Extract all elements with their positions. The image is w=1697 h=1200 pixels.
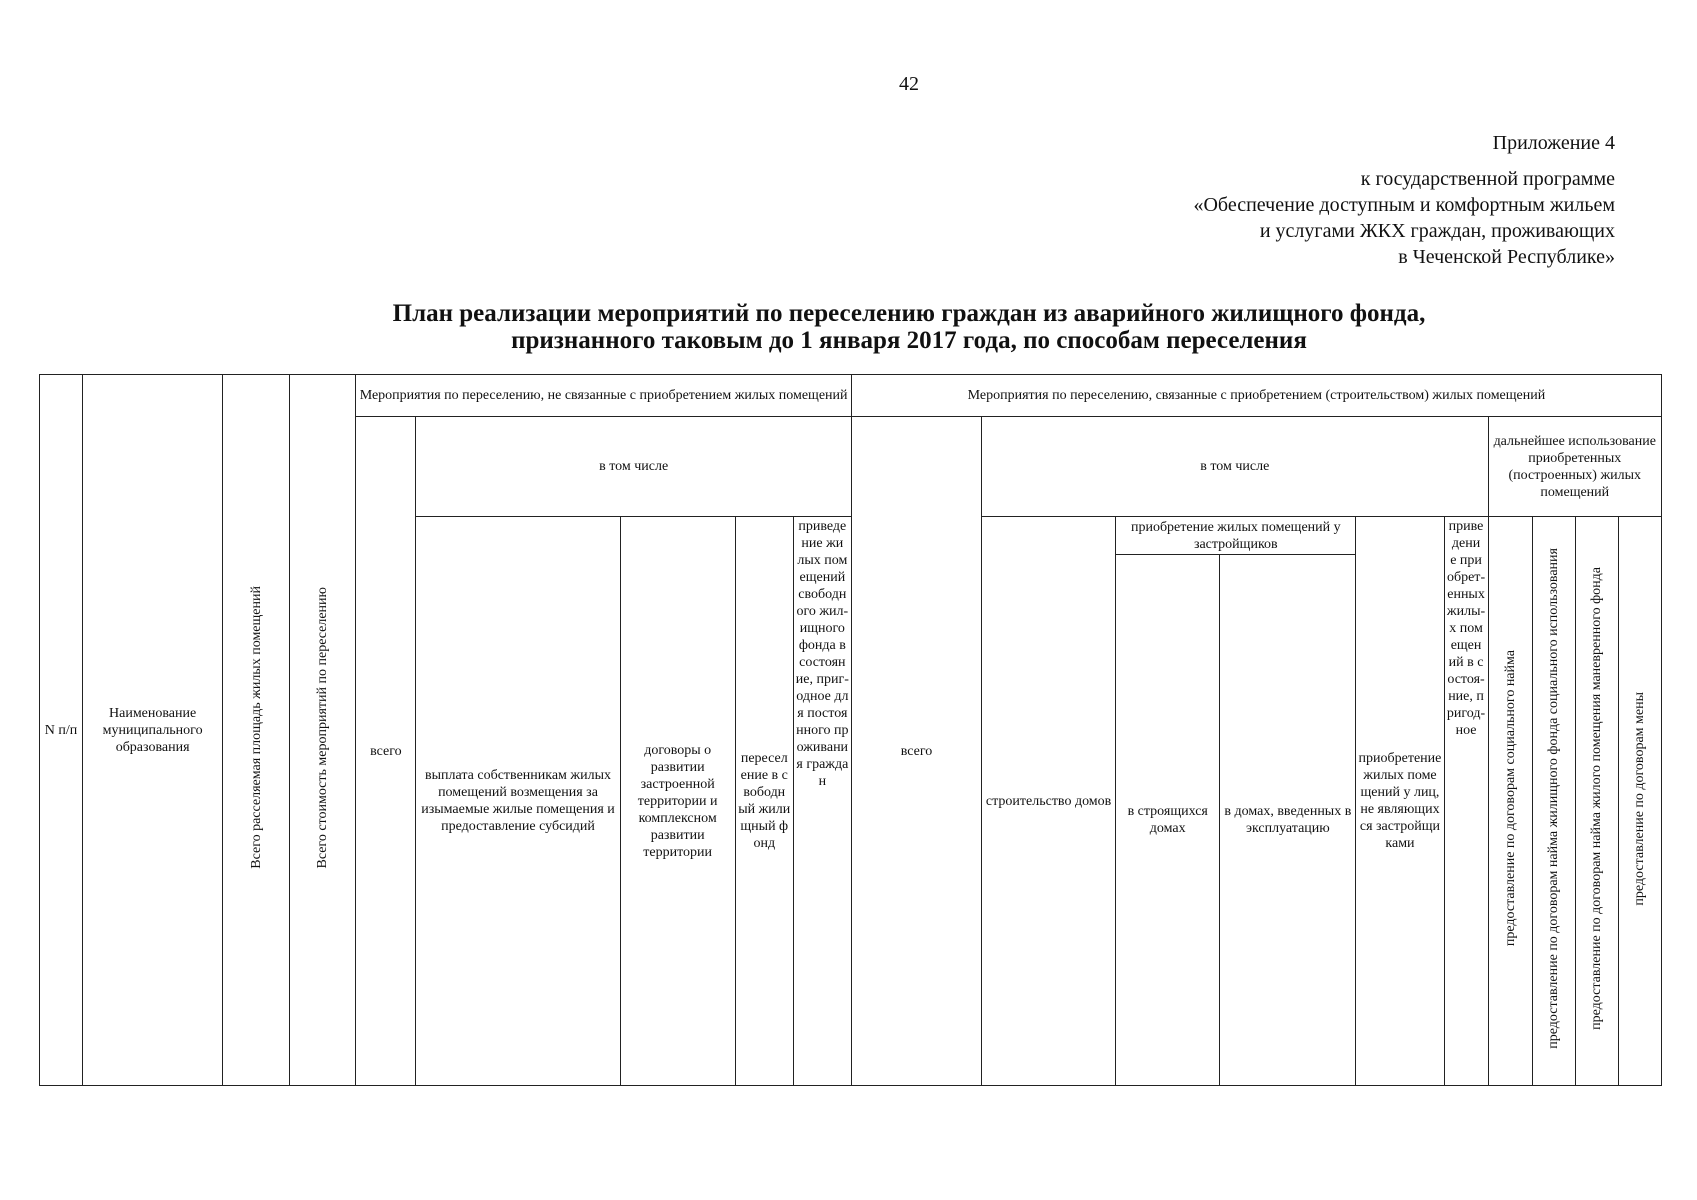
in-building-header: в строящихся домах [1116, 555, 1220, 1086]
maneuver-rent-header: предоставление по договорам найма жилого помещения маневренного фонда [1575, 517, 1618, 1086]
col-total-cost-header: Всего стоимость мероприятий по переселению [290, 375, 356, 1086]
col-municipality-header: Наименование муниципального образования [83, 375, 223, 1086]
payment-header: выплата собственникам жилых помещений возмещения за изымаемые жилые помещения и предоставление субсидий [416, 517, 620, 1086]
appendix-line: и услугами ЖКХ граждан, проживающих [1259, 220, 1615, 242]
document-title [0, 300, 1697, 354]
total-2-header: всего [851, 417, 981, 1086]
group-not-acquisition-header: Мероприятия по переселению, не связанные с приобретением жилых помещений [356, 375, 852, 417]
col-number-header: N п/п [40, 375, 83, 1086]
exchange-header: предоставление по договорам мены [1618, 517, 1661, 1086]
title-line-1: План реализации мероприятий по переселению граждан из аварийного жилищного фонда, [392, 300, 1426, 327]
total-1-header: всего [356, 417, 416, 1086]
appendix-reference [1193, 166, 1615, 270]
in-operation-header: в домах, введенных в эксплуатацию [1220, 555, 1356, 1086]
free-fund-header: переселение в свободный жилищный фонд [735, 517, 793, 1086]
bringing-acquired-header: приведение приобретенных жилых помещений в состояние, пригодное [1444, 517, 1488, 1086]
title-line-2: признанного таковым до 1 января 2017 года, по способам переселения [511, 327, 1307, 354]
including-1-header: в том числе [416, 417, 852, 517]
page-number: 42 [899, 73, 919, 95]
social-rent-header: предоставление по договорам социального найма [1488, 517, 1532, 1086]
construction-header: строительство домов [982, 517, 1116, 1086]
contracts-header: договоры о развитии застроенной территории и комплексном развитии территории [620, 517, 735, 1086]
resettlement-plan-table [39, 374, 1662, 1086]
further-use-header: дальнейшее использование приобретенных (построенных) жилых помещений [1488, 417, 1661, 517]
appendix-line: в Чеченской Республике» [1398, 246, 1615, 268]
from-developers-header: приобретение жилых помещений у застройщиков [1116, 517, 1356, 555]
social-use-rent-header: предоставление по договорам найма жилищного фонда социального использования [1532, 517, 1575, 1086]
from-non-developers-header: приобретение жилых помещений у лиц, не являющихся застройщиками [1356, 517, 1444, 1086]
appendix-line: «Обеспечение доступным и комфортным жильем [1193, 194, 1615, 216]
appendix-title: Приложение 4 [1492, 132, 1615, 154]
including-2-header: в том числе [982, 417, 1489, 517]
group-acquisition-header: Мероприятия по переселению, связанные с приобретением (строительством) жилых помещений [851, 375, 1661, 417]
col-total-area-header: Всего расселяемая площадь жилых помещений [223, 375, 290, 1086]
appendix-line: к государственной программе [1360, 168, 1615, 190]
bringing-header: приведение жилых помещений свободного жилищного фонда в состояние, пригодное для постоянного проживания граждан [793, 517, 851, 1086]
